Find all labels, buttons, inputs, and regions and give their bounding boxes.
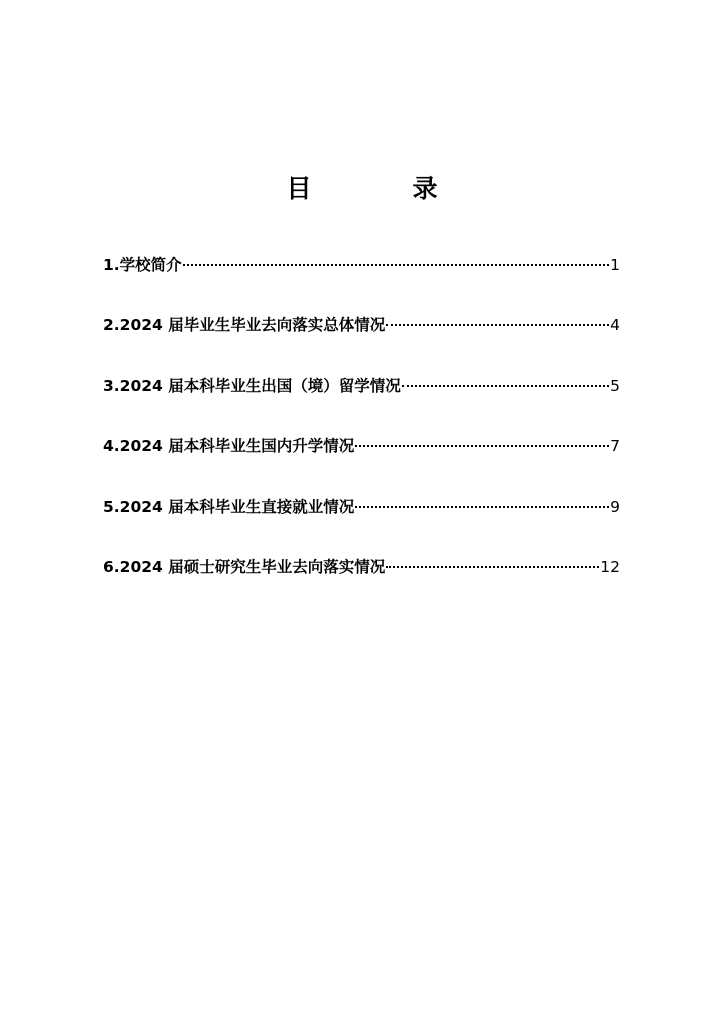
toc-entry-masters-destination[interactable] [103,555,620,615]
toc-entry-page-number: 9 [610,497,620,516]
toc-entry-page-number: 1 [610,256,620,274]
toc-entry-label: 6.2024 届硕士研究生毕业去向落实情况 [103,557,386,576]
toc-entry-page-number: 12 [600,557,620,576]
toc-entry-label: 1.学校简介 [103,256,182,274]
toc-title: 目 录 [286,174,476,203]
toc-entry-study-abroad[interactable] [103,374,620,434]
toc-entry-page-number: 5 [610,376,620,395]
toc-entry-overall-destination[interactable] [103,313,620,373]
dot-leader [386,566,599,568]
dot-leader [355,506,609,508]
toc-entry-domestic-further-study[interactable] [103,434,620,494]
dot-leader [355,445,609,447]
dot-leader [183,264,609,266]
toc-entry-label: 3.2024 届本科毕业生出国（境）留学情况 [103,376,401,395]
toc-entry-label: 2.2024 届毕业生毕业去向落实总体情况 [103,316,386,335]
toc-entry-label: 5.2024 届本科毕业生直接就业情况 [103,497,355,516]
toc-entry-page-number: 4 [610,316,620,335]
toc-entry-direct-employment[interactable] [103,495,620,555]
dot-leader [402,385,609,387]
toc-entry-page-number: 7 [610,437,620,456]
toc-entry-label: 4.2024 届本科毕业生国内升学情况 [103,437,355,456]
toc-entry-school-intro[interactable] [103,253,620,313]
toc-list [103,253,620,615]
dot-leader [386,324,609,326]
